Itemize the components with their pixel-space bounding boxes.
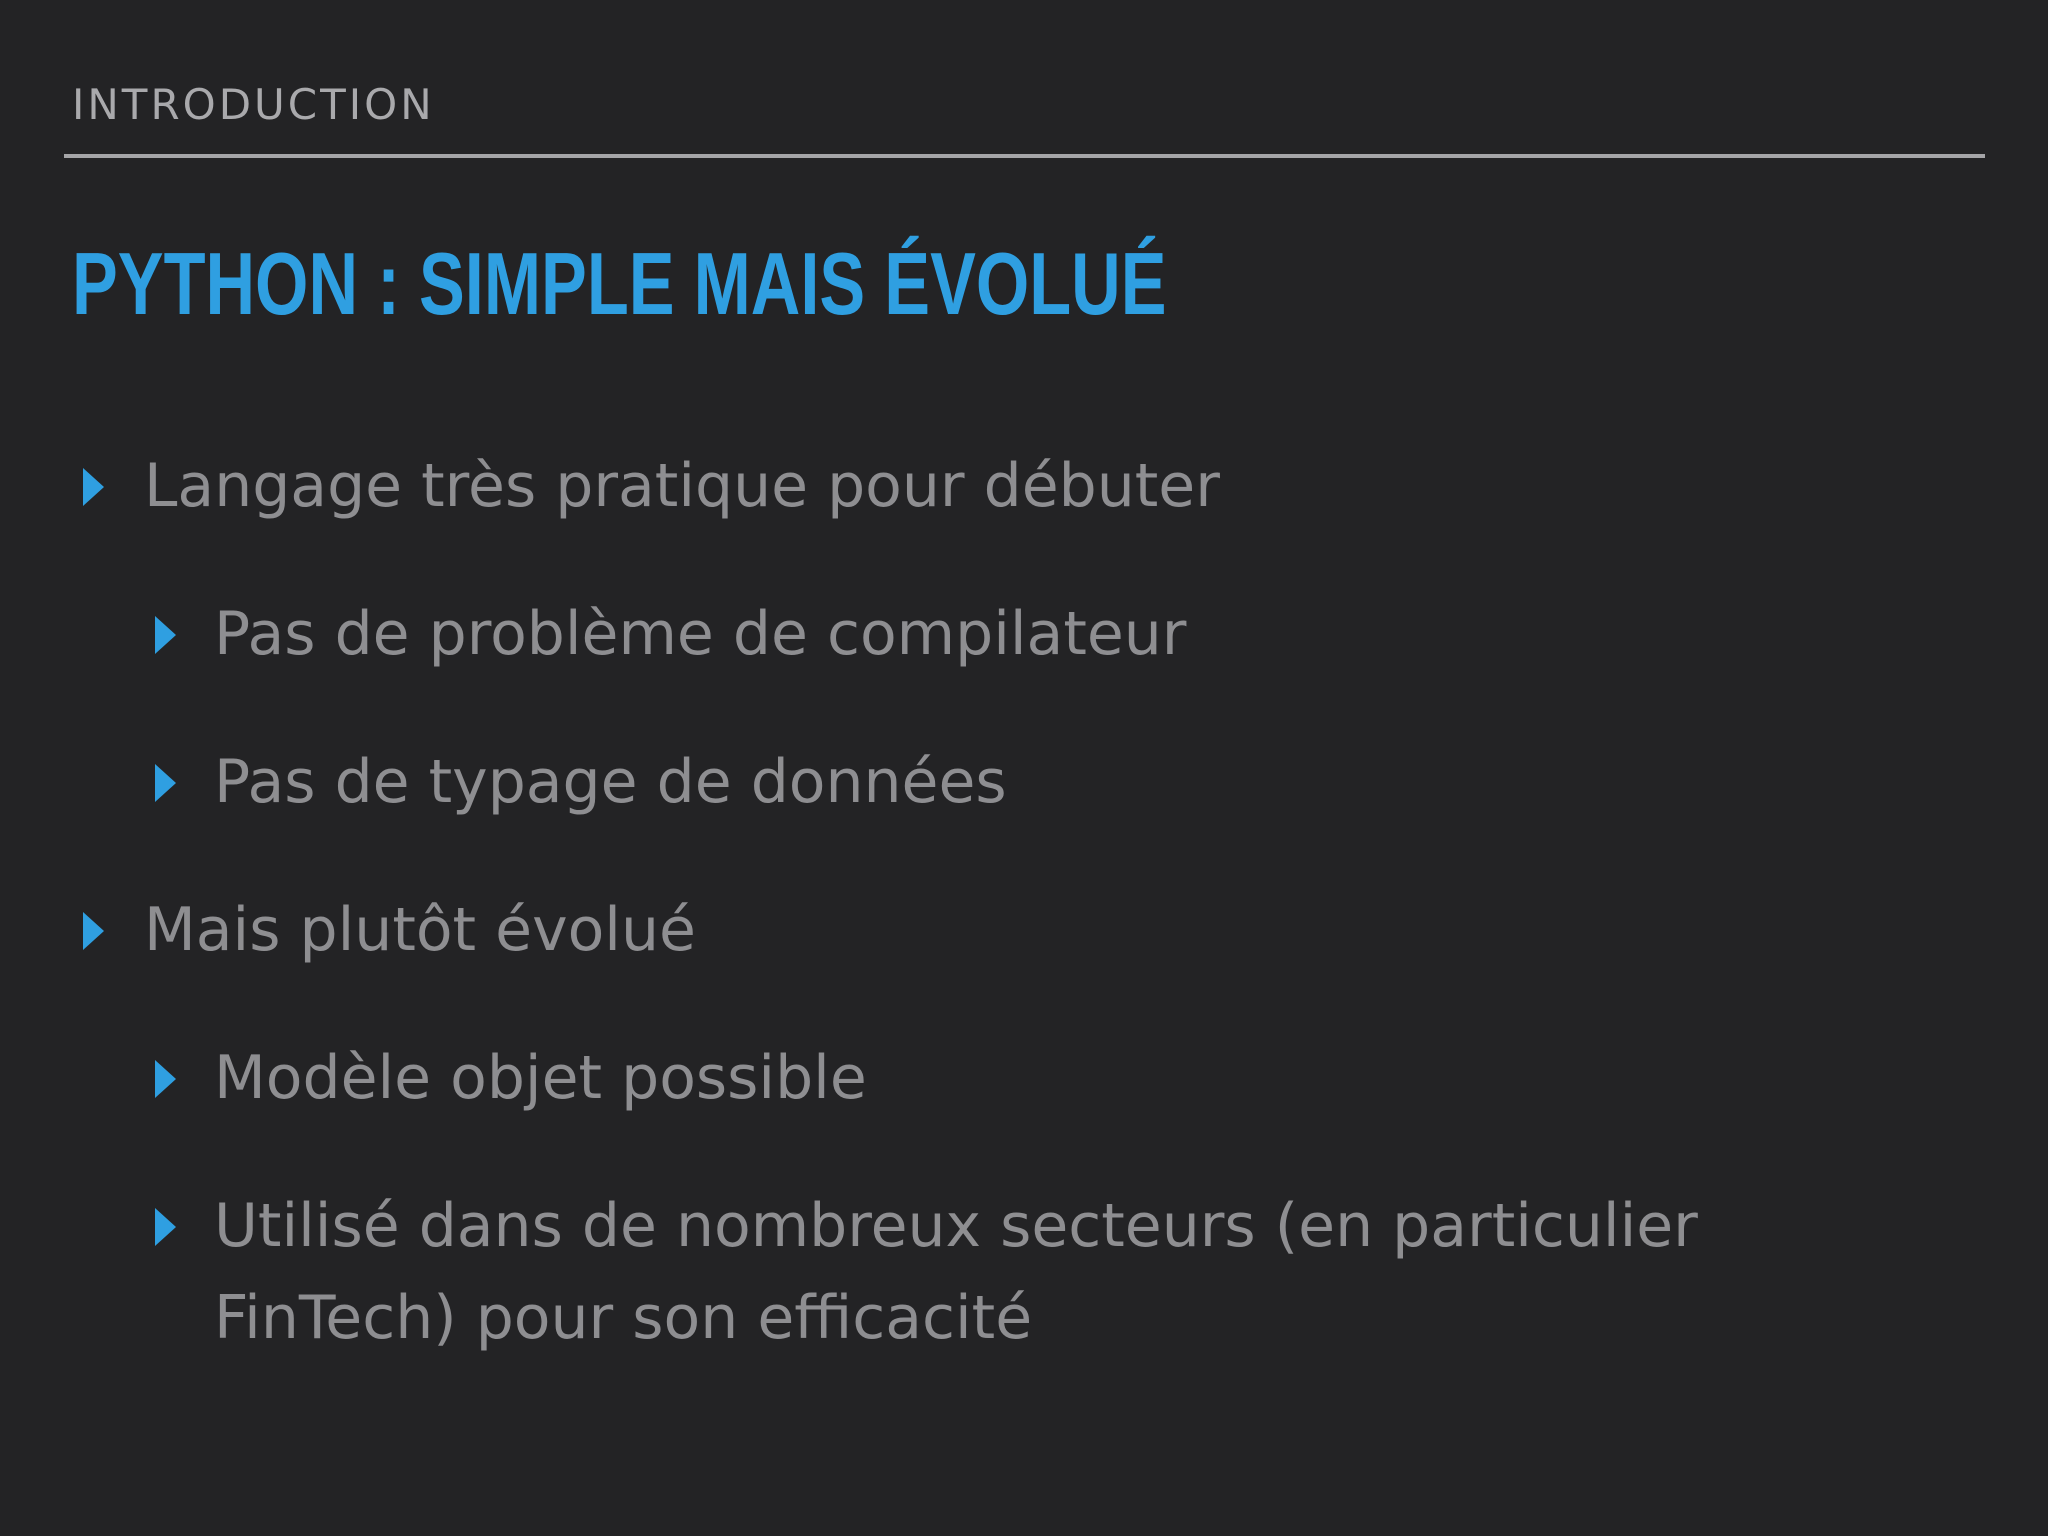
- triangle-bullet-icon: [83, 912, 104, 950]
- sub-bullet-item: [214, 736, 1007, 828]
- sub-bullet-item: [214, 1180, 1834, 1364]
- bullet-text: Modèle objet possible: [214, 1043, 867, 1113]
- section-label: INTRODUCTION: [72, 80, 435, 129]
- triangle-bullet-icon: [155, 1060, 176, 1098]
- sub-bullet-item: [214, 588, 1186, 680]
- triangle-bullet-icon: [155, 1208, 176, 1246]
- bullet-item: [144, 440, 1220, 532]
- slide-title: PYTHON : SIMPLE MAIS ÉVOLUÉ: [72, 234, 1167, 333]
- triangle-bullet-icon: [155, 616, 176, 654]
- bullet-text: Utilisé dans de nombreux secteurs (en particulier FinTech) pour son efficacité: [214, 1191, 1698, 1353]
- bullet-text: Pas de problème de compilateur: [214, 599, 1187, 669]
- triangle-bullet-icon: [155, 764, 176, 802]
- sub-bullet-item: [214, 1032, 867, 1124]
- bullet-text: Langage très pratique pour débuter: [144, 451, 1220, 521]
- triangle-bullet-icon: [83, 468, 104, 506]
- bullet-item: [144, 884, 696, 976]
- bullet-text: Pas de typage de données: [214, 747, 1007, 817]
- bullet-text: Mais plutôt évolué: [144, 895, 696, 965]
